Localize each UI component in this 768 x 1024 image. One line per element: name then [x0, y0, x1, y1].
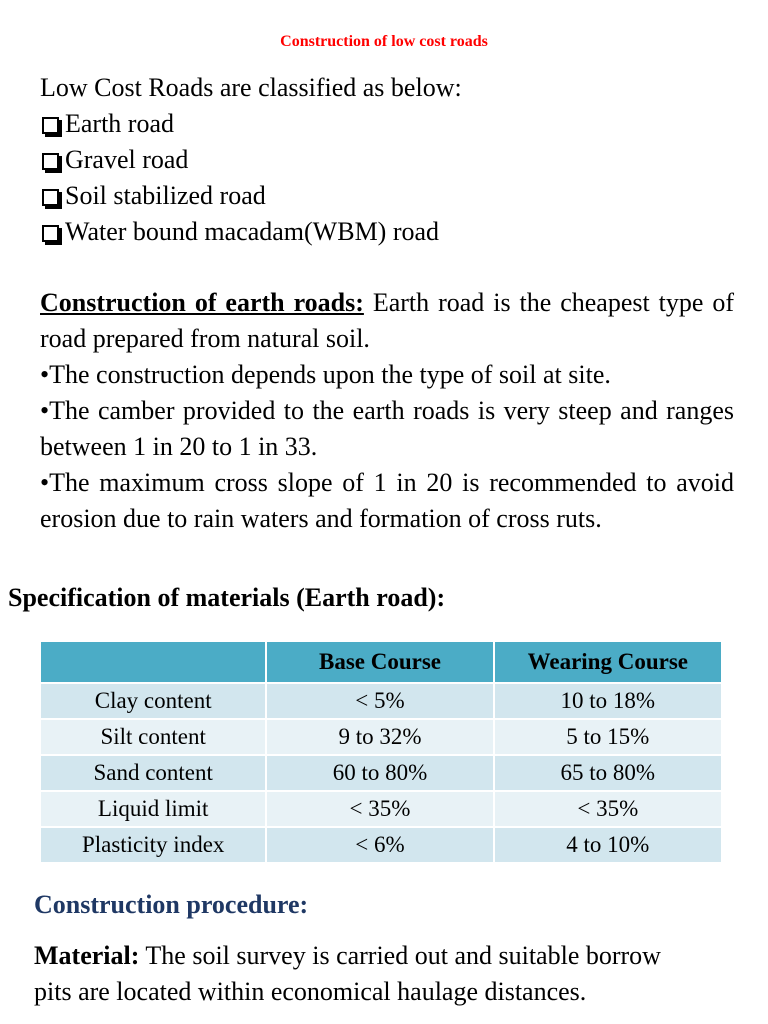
- table-cell: Sand content: [40, 755, 266, 791]
- table-cell: Plasticity index: [40, 827, 266, 863]
- table-cell: 65 to 80%: [494, 755, 722, 791]
- earth-roads-bullet: •The maximum cross slope of 1 in 20 is recommended to avoid erosion due to rain waters and formation of cross ruts.: [40, 468, 734, 533]
- column-header: Base Course: [266, 641, 493, 683]
- table-cell: < 5%: [266, 683, 493, 719]
- checkbox-bullet-icon: [42, 117, 59, 134]
- column-header: Wearing Course: [494, 641, 722, 683]
- material-paragraph: [34, 938, 674, 1010]
- column-header: [40, 641, 266, 683]
- table-header-row: [40, 641, 722, 683]
- table-cell: 9 to 32%: [266, 719, 493, 755]
- earth-roads-heading: Construction of earth roads:: [40, 288, 364, 317]
- list-item: Water bound macadam(WBM) road: [40, 214, 462, 250]
- table-cell: < 35%: [266, 791, 493, 827]
- list-item: Earth road: [40, 106, 462, 142]
- table-row: [40, 683, 722, 719]
- checkbox-bullet-icon: [42, 153, 59, 170]
- table-cell: Clay content: [40, 683, 266, 719]
- table-cell: < 6%: [266, 827, 493, 863]
- table-row: [40, 791, 722, 827]
- earth-roads-section: [40, 285, 734, 537]
- earth-roads-text: Earth road is the cheapest type of road prepared from natural soil.: [40, 288, 735, 353]
- material-label: Material:: [34, 941, 140, 970]
- procedure-heading: Construction procedure:: [34, 890, 309, 919]
- checkbox-bullet-icon: [42, 189, 59, 206]
- table-cell: Liquid limit: [40, 791, 266, 827]
- earth-roads-paragraph: [40, 285, 734, 357]
- classification-lead: Low Cost Roads are classified as below:: [40, 73, 462, 102]
- list-item: Soil stabilized road: [40, 178, 462, 214]
- list-item: Gravel road: [40, 142, 462, 178]
- table-cell: 5 to 15%: [494, 719, 722, 755]
- classification-list: [40, 70, 462, 250]
- spec-table: [39, 640, 723, 864]
- checkbox-bullet-icon: [42, 225, 59, 242]
- table-cell: < 35%: [494, 791, 722, 827]
- table-row: [40, 719, 722, 755]
- earth-roads-bullet: •The construction depends upon the type of soil at site.: [40, 360, 611, 389]
- material-text: The soil survey is carried out and suitable borrow pits are located within economical haulage distances.: [34, 941, 661, 1006]
- page-title: Construction of low cost roads: [280, 33, 488, 50]
- table-cell: 4 to 10%: [494, 827, 722, 863]
- table-cell: Silt content: [40, 719, 266, 755]
- spec-heading: Specification of materials (Earth road):: [8, 583, 446, 612]
- table-cell: 10 to 18%: [494, 683, 722, 719]
- earth-roads-bullet: •The camber provided to the earth roads is very steep and ranges between 1 in 20 to 1 in 33.: [40, 396, 734, 461]
- table-row: [40, 827, 722, 863]
- table-cell: 60 to 80%: [266, 755, 493, 791]
- table-row: [40, 755, 722, 791]
